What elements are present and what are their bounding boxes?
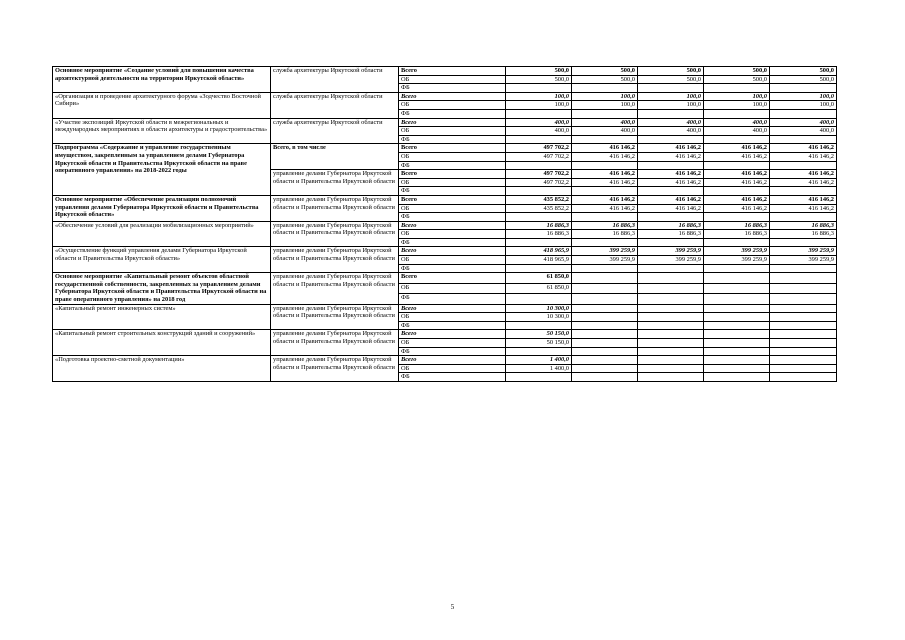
amount-cell: 16 886,3 (506, 221, 572, 230)
amount-cell: 416 146,2 (770, 204, 837, 213)
table-row (53, 356, 837, 365)
measure-name-cell: «Участие экспозиций Иркутской области в межрегиональных и международных мероприятиях в области архитектуры и градостроительства» (53, 118, 271, 144)
amount-cell (506, 187, 572, 196)
amount-cell (704, 330, 770, 339)
amount-cell: 500,0 (770, 75, 837, 84)
amount-cell: 61 850,0 (506, 283, 572, 293)
amount-cell (572, 294, 638, 304)
executor-cell: управление делами Губернатора Иркутской области и Правительства Иркутской области (271, 170, 399, 196)
amount-cell: 400,0 (638, 118, 704, 127)
amount-cell (506, 238, 572, 247)
amount-cell: 399 259,9 (704, 256, 770, 265)
funding-source-cell: ФБ (399, 109, 506, 118)
funding-source-cell: Всего (399, 273, 506, 283)
funding-source-cell: ФБ (399, 187, 506, 196)
amount-cell (704, 283, 770, 293)
measure-name-cell: «Капитальный ремонт строительных конструкций зданий и сооружений» (53, 330, 271, 356)
amount-cell: 400,0 (638, 127, 704, 136)
measure-name-cell: Основное мероприятие «Обеспечение реализации полномочий управления делами Губернатора Иркутской области и Правительства Иркутской области» (53, 195, 271, 221)
amount-cell: 10 300,0 (506, 304, 572, 313)
amount-cell (704, 161, 770, 170)
budget-table-container (52, 66, 836, 382)
amount-cell (572, 161, 638, 170)
amount-cell: 416 146,2 (704, 204, 770, 213)
amount-cell: 416 146,2 (572, 178, 638, 187)
amount-cell (770, 294, 837, 304)
amount-cell: 416 146,2 (770, 178, 837, 187)
funding-source-cell: ОБ (399, 152, 506, 161)
amount-cell (638, 330, 704, 339)
amount-cell (506, 213, 572, 222)
amount-cell (638, 373, 704, 382)
amount-cell (770, 356, 837, 365)
amount-cell (770, 161, 837, 170)
measure-name-cell: Основное мероприятие «Капитальный ремонт объектов областной государственной собственности, закрепленных за управлением делами Губернатора Иркутской области и Правительства Иркутской области на праве оперативного управления» на 2018 год (53, 273, 271, 304)
funding-source-cell: ОБ (399, 313, 506, 322)
amount-cell: 16 886,3 (572, 221, 638, 230)
amount-cell: 399 259,9 (704, 247, 770, 256)
amount-cell: 500,0 (704, 75, 770, 84)
amount-cell: 16 886,3 (572, 230, 638, 239)
amount-cell (770, 347, 837, 356)
amount-cell (770, 321, 837, 330)
amount-cell: 100,0 (638, 92, 704, 101)
table-row (53, 247, 837, 256)
amount-cell (704, 321, 770, 330)
amount-cell: 16 886,3 (506, 230, 572, 239)
amount-cell (572, 283, 638, 293)
amount-cell (770, 109, 837, 118)
amount-cell (506, 373, 572, 382)
amount-cell (770, 304, 837, 313)
amount-cell (704, 238, 770, 247)
amount-cell (638, 213, 704, 222)
amount-cell (704, 273, 770, 283)
amount-cell: 497 702,2 (506, 170, 572, 179)
measure-name-cell: «Осуществление функций управления делами Губернатора Иркутской области и Правительства Иркутской области» (53, 247, 271, 273)
executor-cell: Всего, в том числе (271, 144, 399, 170)
amount-cell: 416 146,2 (638, 195, 704, 204)
table-row (53, 92, 837, 101)
executor-cell: управление делами Губернатора Иркутской области и Правительства Иркутской области (271, 330, 399, 356)
amount-cell (770, 283, 837, 293)
funding-source-cell: Всего (399, 304, 506, 313)
funding-source-cell: ФБ (399, 294, 506, 304)
amount-cell (770, 339, 837, 348)
amount-cell (770, 373, 837, 382)
budget-table-body (53, 67, 837, 382)
funding-source-cell: Всего (399, 221, 506, 230)
amount-cell (704, 339, 770, 348)
amount-cell: 100,0 (770, 92, 837, 101)
amount-cell: 500,0 (572, 67, 638, 76)
amount-cell (704, 304, 770, 313)
amount-cell: 100,0 (506, 92, 572, 101)
amount-cell: 100,0 (572, 101, 638, 110)
amount-cell (572, 347, 638, 356)
amount-cell (572, 273, 638, 283)
amount-cell (506, 84, 572, 93)
executor-cell: управление делами Губернатора Иркутской области и Правительства Иркутской области (271, 356, 399, 382)
amount-cell (638, 313, 704, 322)
amount-cell (572, 84, 638, 93)
amount-cell: 400,0 (770, 127, 837, 136)
funding-source-cell: ОБ (399, 178, 506, 187)
funding-source-cell: ФБ (399, 373, 506, 382)
funding-source-cell: Всего (399, 144, 506, 153)
funding-source-cell: ФБ (399, 135, 506, 144)
amount-cell: 416 146,2 (638, 170, 704, 179)
amount-cell: 399 259,9 (770, 256, 837, 265)
amount-cell: 100,0 (770, 101, 837, 110)
amount-cell: 416 146,2 (572, 195, 638, 204)
amount-cell: 1 400,0 (506, 364, 572, 373)
amount-cell (506, 109, 572, 118)
funding-source-cell: ОБ (399, 75, 506, 84)
amount-cell (704, 135, 770, 144)
amount-cell: 416 146,2 (704, 170, 770, 179)
amount-cell (572, 373, 638, 382)
amount-cell (506, 161, 572, 170)
amount-cell: 416 146,2 (770, 152, 837, 161)
table-row (53, 118, 837, 127)
table-row (53, 221, 837, 230)
amount-cell (770, 313, 837, 322)
amount-cell: 435 852,2 (506, 204, 572, 213)
amount-cell (638, 347, 704, 356)
amount-cell (506, 264, 572, 273)
funding-source-cell: Всего (399, 195, 506, 204)
amount-cell: 100,0 (704, 101, 770, 110)
amount-cell: 497 702,2 (506, 152, 572, 161)
funding-source-cell: ФБ (399, 321, 506, 330)
funding-source-cell: ОБ (399, 256, 506, 265)
funding-source-cell: Всего (399, 247, 506, 256)
amount-cell: 416 146,2 (572, 170, 638, 179)
amount-cell: 16 886,3 (638, 221, 704, 230)
amount-cell (704, 356, 770, 365)
table-row (53, 67, 837, 76)
amount-cell: 416 146,2 (572, 144, 638, 153)
amount-cell (770, 135, 837, 144)
amount-cell: 50 150,0 (506, 339, 572, 348)
amount-cell (770, 273, 837, 283)
amount-cell (638, 364, 704, 373)
funding-source-cell: ФБ (399, 238, 506, 247)
funding-source-cell: Всего (399, 170, 506, 179)
amount-cell: 500,0 (704, 67, 770, 76)
amount-cell: 435 852,2 (506, 195, 572, 204)
funding-source-cell: Всего (399, 67, 506, 76)
amount-cell: 400,0 (572, 118, 638, 127)
funding-source-cell: ФБ (399, 264, 506, 273)
amount-cell: 10 300,0 (506, 313, 572, 322)
amount-cell (572, 313, 638, 322)
amount-cell (704, 364, 770, 373)
amount-cell (638, 294, 704, 304)
funding-source-cell: Всего (399, 356, 506, 365)
amount-cell: 399 259,9 (638, 247, 704, 256)
measure-name-cell: Основное мероприятие «Создание условий для повышения качества архитектурной деятельности на территории Иркутской области» (53, 67, 271, 93)
funding-source-cell: ФБ (399, 213, 506, 222)
amount-cell: 399 259,9 (572, 247, 638, 256)
funding-source-cell: ОБ (399, 204, 506, 213)
executor-cell: служба архитектуры Иркутской области (271, 92, 399, 118)
funding-source-cell: ФБ (399, 161, 506, 170)
executor-cell: служба архитектуры Иркутской области (271, 67, 399, 93)
amount-cell (638, 84, 704, 93)
funding-source-cell: ОБ (399, 339, 506, 348)
amount-cell (572, 304, 638, 313)
amount-cell: 500,0 (638, 75, 704, 84)
amount-cell (506, 347, 572, 356)
funding-source-cell: Всего (399, 92, 506, 101)
amount-cell: 500,0 (572, 75, 638, 84)
measure-name-cell: «Подготовка проектно-сметной документации» (53, 356, 271, 382)
amount-cell (638, 109, 704, 118)
executor-cell: служба архитектуры Иркутской области (271, 118, 399, 144)
amount-cell: 418 965,9 (506, 247, 572, 256)
executor-cell: управление делами Губернатора Иркутской области и Правительства Иркутской области (271, 273, 399, 304)
amount-cell (704, 213, 770, 222)
amount-cell: 400,0 (572, 127, 638, 136)
executor-cell: управление делами Губернатора Иркутской области и Правительства Иркутской области (271, 221, 399, 247)
amount-cell (572, 339, 638, 348)
amount-cell: 416 146,2 (572, 152, 638, 161)
amount-cell (704, 264, 770, 273)
amount-cell (770, 187, 837, 196)
subprogram-name-cell: Подпрограмма «Содержание и управление государственным имуществом, закрепленным за управлением делами Губернатора Иркутской области и Правительства Иркутской области на праве оперативного управления» на 2018-2022 годы (53, 144, 271, 196)
funding-source-cell: Всего (399, 118, 506, 127)
amount-cell (638, 356, 704, 365)
amount-cell: 416 146,2 (770, 170, 837, 179)
amount-cell (704, 373, 770, 382)
amount-cell: 416 146,2 (770, 195, 837, 204)
amount-cell (572, 187, 638, 196)
amount-cell (506, 294, 572, 304)
amount-cell: 100,0 (572, 92, 638, 101)
amount-cell (704, 187, 770, 196)
funding-source-cell: ФБ (399, 84, 506, 93)
funding-source-cell: ОБ (399, 283, 506, 293)
amount-cell: 16 886,3 (770, 221, 837, 230)
amount-cell (572, 330, 638, 339)
table-row (53, 144, 837, 153)
funding-source-cell: Всего (399, 330, 506, 339)
table-row (53, 304, 837, 313)
executor-cell: управление делами Губернатора Иркутской области и Правительства Иркутской области (271, 247, 399, 273)
amount-cell: 399 259,9 (638, 256, 704, 265)
amount-cell (638, 187, 704, 196)
executor-cell: управление делами Губернатора Иркутской области и Правительства Иркутской области (271, 304, 399, 330)
amount-cell: 100,0 (506, 101, 572, 110)
amount-cell: 400,0 (704, 127, 770, 136)
amount-cell: 399 259,9 (770, 247, 837, 256)
executor-cell: управление делами Губернатора Иркутской области и Правительства Иркутской области (271, 195, 399, 221)
amount-cell: 497 702,2 (506, 178, 572, 187)
amount-cell: 416 146,2 (770, 144, 837, 153)
amount-cell (572, 109, 638, 118)
table-row (53, 195, 837, 204)
amount-cell: 416 146,2 (638, 178, 704, 187)
amount-cell (704, 347, 770, 356)
table-row (53, 273, 837, 283)
amount-cell (572, 213, 638, 222)
page-number: 5 (450, 603, 455, 611)
amount-cell: 500,0 (770, 67, 837, 76)
amount-cell: 416 146,2 (704, 144, 770, 153)
amount-cell: 500,0 (506, 75, 572, 84)
amount-cell (506, 321, 572, 330)
amount-cell: 416 146,2 (638, 144, 704, 153)
measure-name-cell: «Организация и проведение архитектурного форума «Зодчество Восточной Сибири» (53, 92, 271, 118)
amount-cell (704, 84, 770, 93)
amount-cell: 400,0 (704, 118, 770, 127)
amount-cell: 418 965,9 (506, 256, 572, 265)
amount-cell: 497 702,2 (506, 144, 572, 153)
amount-cell (572, 364, 638, 373)
amount-cell (638, 238, 704, 247)
amount-cell (770, 213, 837, 222)
amount-cell: 416 146,2 (638, 152, 704, 161)
amount-cell: 500,0 (638, 67, 704, 76)
amount-cell: 416 146,2 (704, 152, 770, 161)
amount-cell: 400,0 (506, 127, 572, 136)
amount-cell: 16 886,3 (704, 230, 770, 239)
amount-cell (638, 273, 704, 283)
amount-cell (638, 304, 704, 313)
funding-source-cell: ОБ (399, 127, 506, 136)
amount-cell: 16 886,3 (638, 230, 704, 239)
amount-cell: 416 146,2 (704, 178, 770, 187)
amount-cell (506, 135, 572, 144)
amount-cell: 500,0 (506, 67, 572, 76)
amount-cell (770, 238, 837, 247)
amount-cell (638, 264, 704, 273)
measure-name-cell: «Капитальный ремонт инженерных систем» (53, 304, 271, 330)
amount-cell (638, 321, 704, 330)
amount-cell (704, 109, 770, 118)
amount-cell (770, 84, 837, 93)
amount-cell (572, 356, 638, 365)
amount-cell: 61 850,0 (506, 273, 572, 283)
amount-cell: 416 146,2 (638, 204, 704, 213)
amount-cell (770, 264, 837, 273)
amount-cell: 400,0 (506, 118, 572, 127)
amount-cell: 100,0 (704, 92, 770, 101)
amount-cell: 1 400,0 (506, 356, 572, 365)
amount-cell: 400,0 (770, 118, 837, 127)
amount-cell (638, 283, 704, 293)
budget-table (52, 66, 837, 382)
table-row (53, 330, 837, 339)
amount-cell: 416 146,2 (704, 195, 770, 204)
amount-cell (704, 294, 770, 304)
amount-cell (572, 135, 638, 144)
funding-source-cell: ОБ (399, 364, 506, 373)
amount-cell (572, 238, 638, 247)
funding-source-cell: ОБ (399, 101, 506, 110)
amount-cell (638, 135, 704, 144)
amount-cell: 100,0 (638, 101, 704, 110)
amount-cell (638, 161, 704, 170)
funding-source-cell: ОБ (399, 230, 506, 239)
measure-name-cell: «Обеспечение условий для реализации мобилизационных мероприятий» (53, 221, 271, 247)
amount-cell (572, 321, 638, 330)
amount-cell (704, 313, 770, 322)
amount-cell: 16 886,3 (770, 230, 837, 239)
amount-cell (572, 264, 638, 273)
funding-source-cell: ФБ (399, 347, 506, 356)
amount-cell: 50 150,0 (506, 330, 572, 339)
amount-cell: 399 259,9 (572, 256, 638, 265)
amount-cell (770, 330, 837, 339)
amount-cell: 16 886,3 (704, 221, 770, 230)
amount-cell (638, 339, 704, 348)
amount-cell (770, 364, 837, 373)
amount-cell: 416 146,2 (572, 204, 638, 213)
